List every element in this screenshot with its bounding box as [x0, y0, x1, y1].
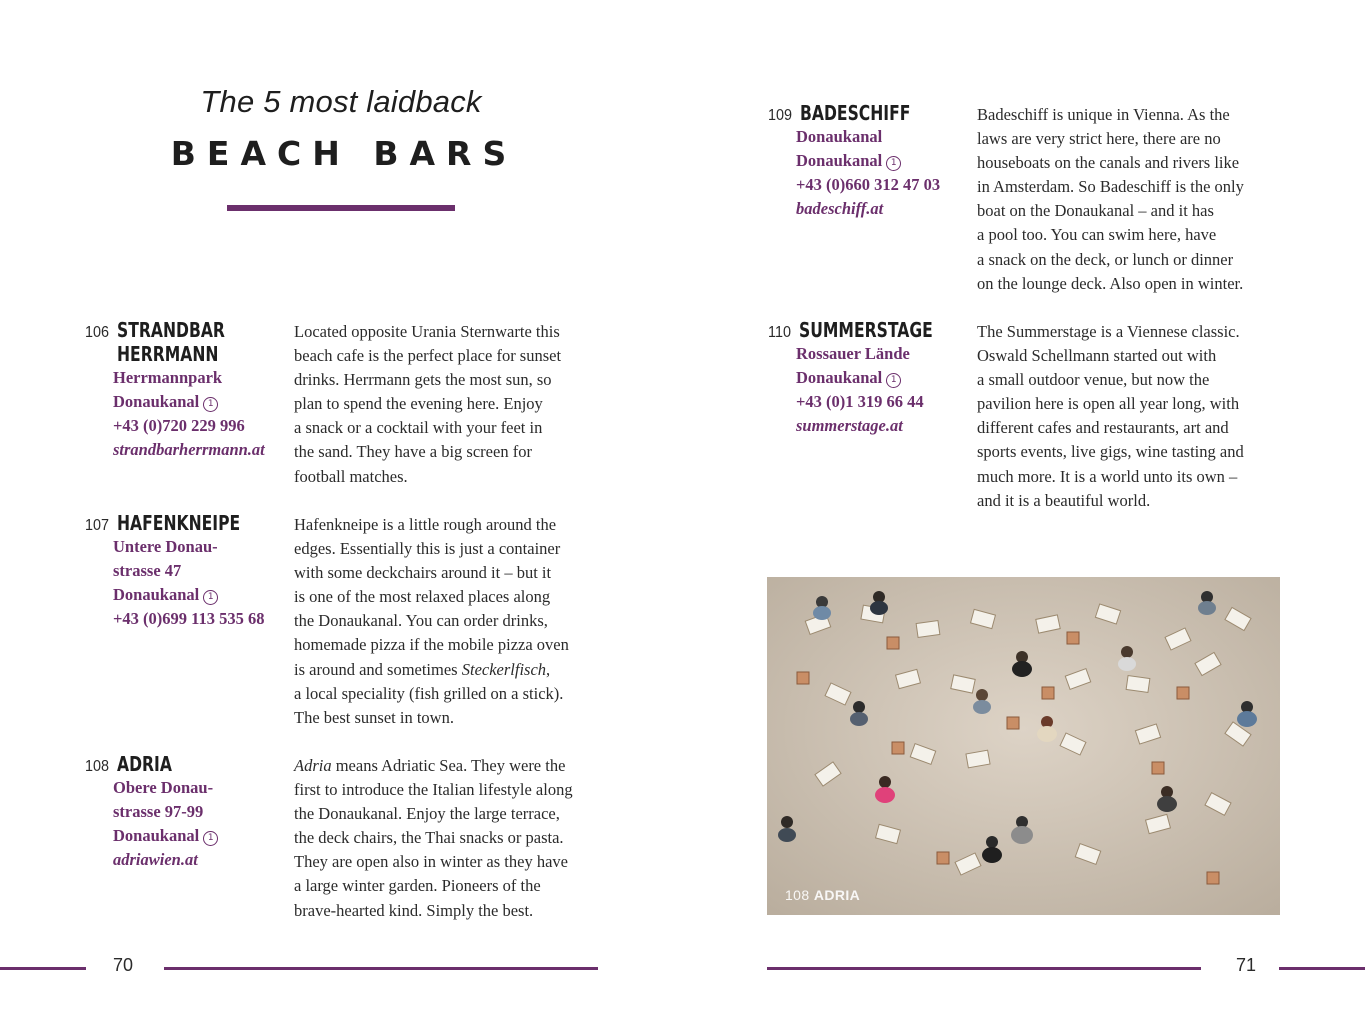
entry-details — [796, 125, 941, 221]
entry-106 — [85, 318, 265, 462]
section-subtitle: The 5 most laidback — [200, 84, 482, 119]
entry-number: 110 — [768, 324, 791, 341]
entry-name-line: HAFENKNEIPE — [116, 511, 240, 535]
entry-details — [113, 776, 218, 872]
entry-name-line: BADESCHIFF — [799, 101, 911, 125]
district-line — [113, 824, 218, 848]
description-line: the deck chairs, the Thai snacks or pasta. — [294, 828, 564, 848]
description-line: pavilion here is open all year long, with — [977, 394, 1240, 414]
phone-number[interactable]: +43 (0)699 113 535 68 — [113, 609, 265, 629]
description-line: Hafenkneipe is a little rough around the — [294, 515, 557, 534]
website-link[interactable]: summerstage.at — [796, 416, 903, 436]
address-line: Donaukanal — [113, 392, 200, 412]
address-line: Rossauer Lände — [796, 344, 910, 363]
description-line: sports events, live gigs, wine tasting and — [977, 442, 1244, 462]
page-number-left: 70 — [113, 955, 134, 975]
phone-number[interactable]: +43 (0)1 319 66 44 — [796, 392, 924, 412]
address-line: strasse 47 — [113, 561, 182, 581]
description-line: drinks. Herrmann gets the most sun, so — [294, 370, 552, 390]
entry-110-description — [977, 320, 1244, 513]
district-marker-icon: 1 — [203, 831, 218, 846]
district-marker-icon: 1 — [886, 373, 901, 388]
description-line: Adria means Adriatic Sea. They were the — [294, 756, 566, 775]
description-line: homemade pizza if the mobile pizza oven — [294, 635, 569, 655]
description-line: brave-hearted kind. Simply the best. — [294, 900, 534, 920]
entry-number: 106 — [85, 324, 110, 341]
photo-caption-number: 108 — [785, 887, 810, 903]
description-line: plan to spend the evening here. Enjoy — [294, 394, 543, 414]
description-line: laws are very strict here, there are no — [977, 129, 1221, 149]
description-line: and it is a beautiful world. — [977, 490, 1151, 510]
entry-number: 108 — [85, 758, 110, 775]
description-line: on the lounge deck. Also open in winter. — [977, 273, 1244, 293]
district-line — [796, 149, 941, 173]
description-line: houseboats on the canals and rivers like — [977, 153, 1240, 173]
description-line: football matches. — [294, 466, 408, 486]
description-line: the Donaukanal. Enjoy the large terrace, — [294, 804, 560, 824]
website-link[interactable]: strandbarherrmann.at — [113, 440, 265, 460]
entry-106-description — [294, 320, 561, 489]
district-marker-icon: 1 — [203, 590, 218, 605]
description-line: a snack or a cocktail with your feet in — [294, 418, 543, 438]
address-line: Untere Donau- — [113, 537, 218, 556]
entry-108 — [85, 752, 218, 872]
description-line: edges. Essentially this is just a container — [294, 539, 561, 559]
address-line: Obere Donau- — [113, 778, 214, 797]
page-number-right: 71 — [1236, 955, 1257, 975]
photo-caption — [785, 887, 860, 903]
address-line: Donaukanal — [113, 585, 200, 605]
entry-107-description — [294, 513, 569, 730]
photo-caption-name: ADRIA — [813, 887, 861, 903]
description-line: beach cafe is the perfect place for sunset — [294, 346, 562, 366]
entry-109-description — [977, 103, 1244, 296]
address-line: Herrmannpark — [113, 368, 223, 387]
description-line: Badeschiff is unique in Vienna. As the — [977, 105, 1230, 124]
address-line: Donaukanal — [113, 826, 200, 846]
italic-term: Steckerlfisch — [461, 659, 547, 679]
title-divider — [227, 205, 455, 211]
description-line: the Donaukanal. You can order drinks, — [294, 611, 548, 631]
footer-rule — [164, 967, 598, 970]
description-line: in Amsterdam. So Badeschiff is the only — [977, 177, 1244, 197]
description-line: different cafes and restaurants, art and — [977, 418, 1229, 438]
italic-term: Adria — [294, 756, 332, 775]
beach-scene-image — [767, 577, 1280, 915]
district-marker-icon: 1 — [886, 156, 901, 171]
entry-name-line: SUMMERSTAGE — [798, 318, 933, 342]
address-line: Donaukanal — [796, 368, 883, 388]
entry-107 — [85, 511, 275, 631]
entry-108-description — [294, 754, 573, 923]
website-link[interactable]: badeschiff.at — [796, 199, 884, 219]
district-line — [113, 583, 275, 607]
description-line: a local speciality (fish grilled on a stick). — [294, 683, 564, 703]
description-line: Oswald Schellmann started out with — [977, 346, 1217, 366]
footer-rule — [0, 967, 86, 970]
description-line: a pool too. You can swim here, have — [977, 225, 1217, 245]
description-line: is around and sometimes Steckerlfisch, — [294, 659, 551, 679]
section-title: BEACH BARS — [170, 134, 518, 173]
district-line — [796, 366, 970, 390]
description-line: a small outdoor venue, but now the — [977, 370, 1210, 390]
entry-details — [113, 535, 275, 631]
description-line: boat on the Donaukanal – and it has — [977, 201, 1214, 221]
address-line: Donaukanal — [796, 127, 883, 146]
entry-details — [796, 342, 970, 438]
website-link[interactable]: adriawien.at — [113, 850, 198, 870]
description-line: the sand. They have a big screen for — [294, 442, 532, 462]
phone-number[interactable]: +43 (0)660 312 47 03 — [796, 175, 941, 195]
description-line: The Summerstage is a Viennese classic. — [977, 322, 1240, 341]
entry-109 — [768, 101, 941, 221]
phone-number[interactable]: +43 (0)720 229 996 — [113, 416, 245, 436]
description-line: first to introduce the Italian lifestyle along — [294, 780, 573, 800]
description-line: is one of the most relaxed places along — [294, 587, 551, 607]
description-line: The best sunset in town. — [294, 707, 454, 727]
footer-rule — [767, 967, 1201, 970]
description-line: Located opposite Urania Sternwarte this — [294, 322, 560, 341]
address-line: strasse 97-99 — [113, 802, 204, 822]
entry-name-line: ADRIA — [116, 752, 172, 776]
address-line: Donaukanal — [796, 151, 883, 171]
description-line: a large winter garden. Pioneers of the — [294, 876, 541, 896]
beach-bar-photo — [767, 577, 1280, 915]
entry-name-line: HERRMANN — [116, 342, 219, 366]
description-line: much more. It is a world unto its own – — [977, 466, 1238, 486]
description-line: They are open also in winter as they have — [294, 852, 568, 872]
district-marker-icon: 1 — [203, 397, 218, 412]
description-line: with some deckchairs around it – but it — [294, 563, 552, 583]
entry-details — [113, 366, 265, 462]
district-line — [113, 390, 265, 414]
description-line: a snack on the deck, or lunch or dinner — [977, 249, 1234, 269]
entry-110 — [768, 318, 970, 438]
entry-number: 109 — [768, 107, 793, 124]
entry-number: 107 — [85, 517, 110, 534]
footer-rule — [1279, 967, 1365, 970]
entry-name-line: STRANDBAR — [116, 318, 225, 342]
